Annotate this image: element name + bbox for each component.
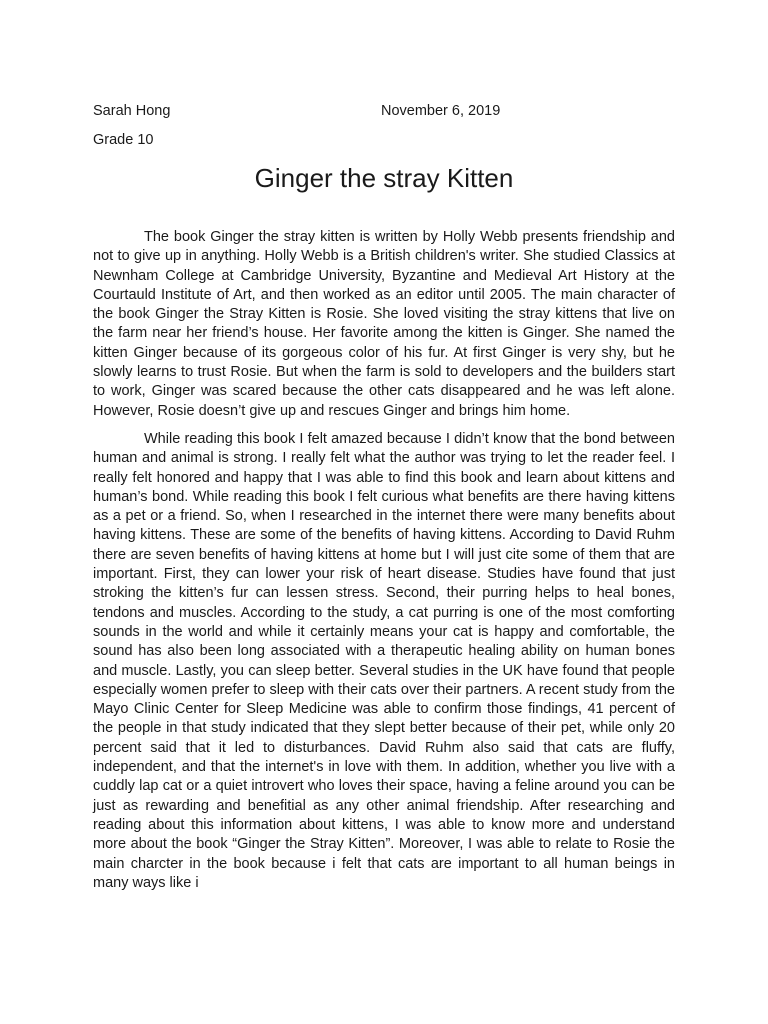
document-date: November 6, 2019 <box>381 103 501 119</box>
paragraph-1: The book Ginger the stray kitten is written by Holly Webb presents friendship and not to give up in anything. Holly Webb is a British children's writer. She studied Classics at Newnham College at Cambridge University, Byzantine and Medieval Art History at the Courtauld Institute of Art, and then worked as an editor until 2005. The main character of the book Ginger the Stray Kitten is Rosie. She loved visiting the stray kittens that live on the farm near her friend’s house. Her favorite among the kitten is Ginger. She named the kitten Ginger because of its gorgeous color of his fur. At first Ginger is very shy, but he slowly learns to trust Rosie. But when the farm is sold to developers and the builders start to work, Ginger was scared because the other cats disappeared and he was left alone. However, Rosie doesn’t give up and rescues Ginger and brings him home. <box>93 229 675 419</box>
grade-level: Grade 10 <box>93 132 154 148</box>
document-title: Ginger the stray Kitten <box>254 163 514 193</box>
paragraph-2: While reading this book I felt amazed because I didn’t know that the bond between human and animal is strong. I really felt what the author was trying to let the reader feel. I really felt honored and happy that I was able to find this book and learn about kittens and human’s bond. While reading this book I felt curious what benefits are there having kittens as a pet or a friend. So, when I researched in the internet there were many benefits about having kittens. These are some of the benefits of having kittens. According to David Ruhm there are seven benefits of having kittens at home but I will just cite some of them that are important. First, they can lower your risk of heart disease. Studies have found that just stroking the kitten’s fur can lessen stress. Second, their purring helps to heal bones, tendons and muscles. According to the study, a cat purring is one of the most comforting sounds in the world and while it certainly means your cat is happy and comfortable, the sound has also been long associated with a therapeutic healing ability on human bones and muscle. Lastly, you can sleep better. Several studies in the UK have found that people especially women prefer to sleep with their cats over their partners. A recent study from the Mayo Clinic Center for Sleep Medicine was able to confirm those findings, 41 percent of the people in that study indicated that they slept better because of their pet, while only 20 percent said that it led to disturbances. David Ruhm also said that cats are fluffy, independent, and that the internet's in love with them. In addition, whether you live with a cuddly lap cat or a quiet introvert who loves their space, having a feline around you can be just as rewarding and benefitial as any other animal friendship. After researching and reading about this information about kittens, I was able to know more and understand more about the book “Ginger the Stray Kitten”. Moreover, I was able to relate to Rosie the main charcter in the book because i felt that cats are important to all human beings in many ways like i <box>93 430 675 891</box>
author-name: Sarah Hong <box>93 103 171 119</box>
document-body <box>93 228 675 902</box>
